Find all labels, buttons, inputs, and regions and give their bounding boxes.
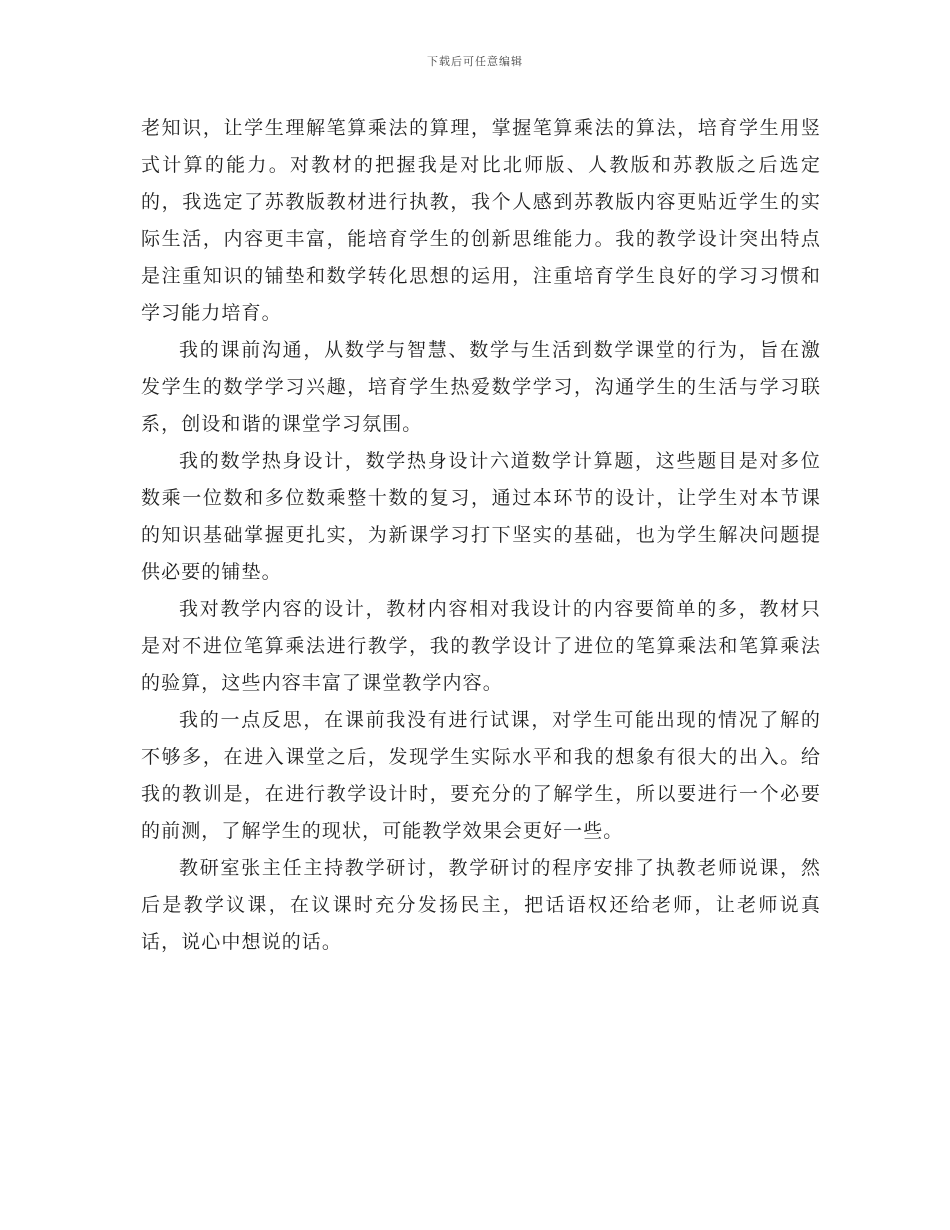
paragraph-reflection: 我的一点反思，在课前我没有进行试课，对学生可能出现的情况了解的不够多，在进入课堂之后，发现学生实际水平和我的想象有很大的出入。给我的教训是，在进行教学设计时，要充分的了解学生，所以要进行一个必要的前测，了解学生的现状，可能教学效果会更好一些。 [141,709,821,842]
paragraph-pre-class-communication: 我的课前沟通，从数学与智慧、数学与生活到数学课堂的行为，旨在激发学生的数学学习兴趣，培育学生热爱数学学习，沟通学生的生活与学习联系，创设和谐的课堂学习氛围。 [141,339,821,435]
paragraph-warm-up-design: 我的数学热身设计，数学热身设计六道数学计算题，这些题目是对多位数乘一位数和多位数乘整十数的复习，通过本环节的设计，让学生对本节课的知识基础掌握更扎实，为新课学习打下坚实的基础，也为学生解决问题提供必要的铺垫。 [141,450,821,583]
page-header: 下载后可任意编辑 [427,55,523,68]
paragraph-continuation: 老知识，让学生理解笔算乘法的算理，掌握笔算乘法的算法，培育学生用竖式计算的能力。对教材的把握我是对比北师版、人教版和苏教版之后选定的，我选定了苏教版教材进行执教，我个人感到苏教版内容更贴近学生的实际生活，内容更丰富，能培育学生的创新思维能力。我的教学设计突出特点是注重知识的铺垫和数学转化思想的运用，注重培育学生良好的学习习惯和学习能力培育。 [141,117,821,324]
document-body [141,110,821,961]
paragraph-content-design: 我对教学内容的设计，教材内容相对我设计的内容要简单的多，教材只是对不进位笔算乘法进行教学，我的教学设计了进位的笔算乘法和笔算乘法的验算，这些内容丰富了课堂教学内容。 [141,598,821,694]
paragraph-seminar: 教研室张主任主持教学研讨，教学研讨的程序安排了执教老师说课，然后是教学议课，在议课时充分发扬民主，把话语权还给老师，让老师说真话，说心中想说的话。 [141,857,821,953]
